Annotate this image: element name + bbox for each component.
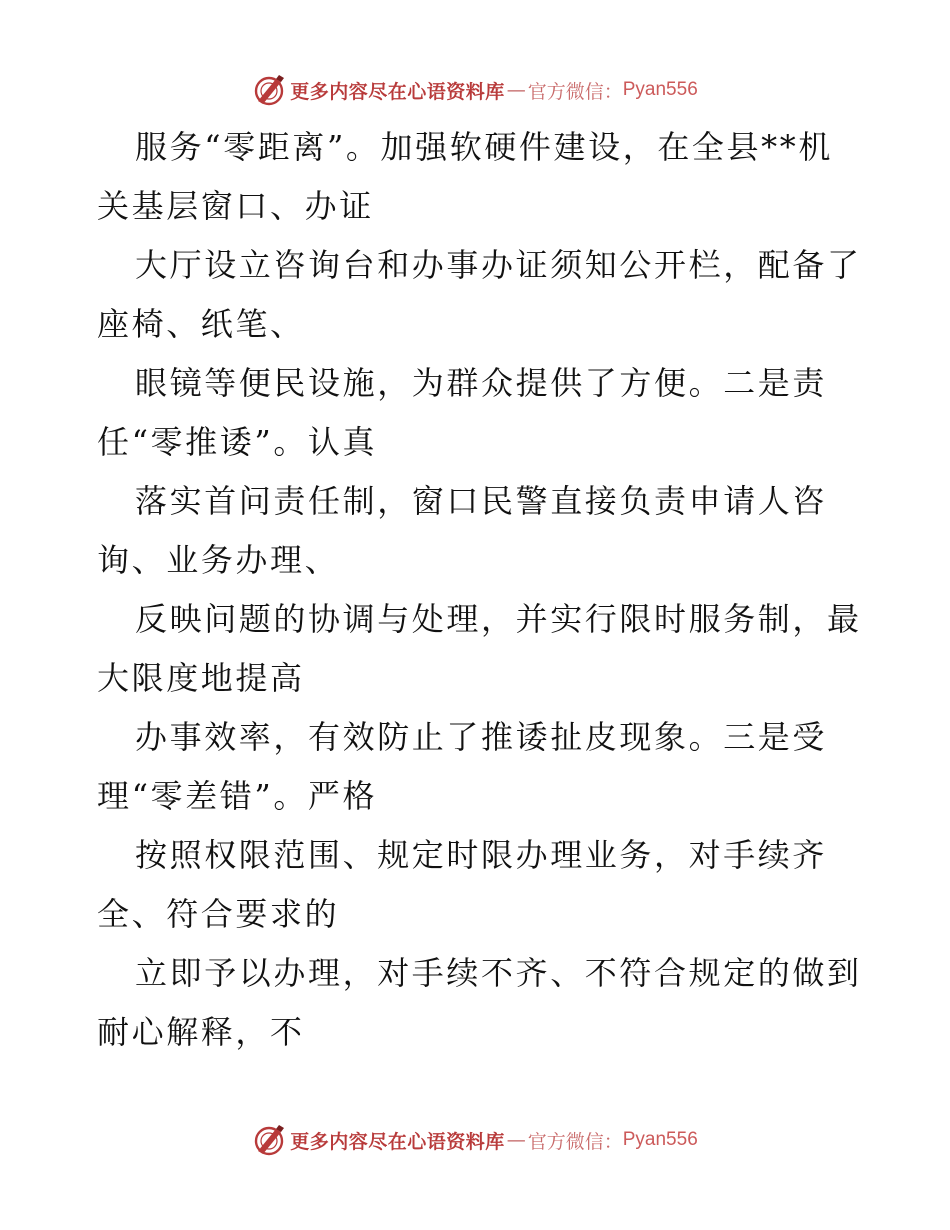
paragraph-first-line: 反映问题的协调与处理，并实行限时服务制，最	[135, 600, 862, 638]
paragraph	[97, 944, 862, 1062]
header-banner	[0, 70, 950, 110]
paragraph-continuation: 耐心解释，不	[97, 1013, 305, 1051]
paragraph	[97, 118, 857, 236]
paragraph-first-line: 眼镜等便民设施，为群众提供了方便。二是责	[135, 364, 828, 402]
banner-wechat-label: 官方微信：	[527, 1130, 623, 1153]
paragraph-continuation: 大限度地提高	[97, 659, 305, 697]
paragraph	[97, 590, 862, 708]
footer-banner	[0, 1120, 950, 1160]
banner-wechat-id: Pyan556	[622, 1129, 698, 1150]
paragraph-first-line: 大厅设立咨询台和办事办证须知公开栏，配备了	[135, 246, 862, 284]
paragraph-continuation: 任“零推诿”。认真	[97, 423, 378, 461]
paragraph-first-line: 立即予以办理，对手续不齐、不符合规定的做到	[135, 954, 862, 992]
banner-wechat-id: Pyan556	[622, 79, 698, 100]
paragraph	[97, 708, 857, 826]
pen-logo-icon	[252, 73, 286, 107]
paragraph-continuation: 关基层窗口、办证	[97, 187, 374, 225]
banner-dash: —	[506, 1129, 526, 1151]
banner-main-text: 更多内容尽在心语资料库	[290, 1130, 505, 1153]
paragraph	[97, 354, 857, 472]
paragraph-continuation: 询、业务办理、	[97, 541, 340, 579]
paragraph-first-line: 办事效率，有效防止了推诿扯皮现象。三是受	[135, 718, 828, 756]
paragraph-continuation: 全、符合要求的	[97, 895, 340, 933]
paragraph	[97, 472, 857, 590]
paragraph-first-line: 服务“零距离”。加强软硬件建设，在全县**机	[135, 128, 833, 166]
paragraph-continuation: 座椅、纸笔、	[97, 305, 305, 343]
paragraph	[97, 826, 857, 944]
paragraph	[97, 236, 862, 354]
paragraph-first-line: 落实首问责任制，窗口民警直接负责申请人咨	[135, 482, 828, 520]
banner-dash: —	[506, 79, 526, 101]
document-body	[97, 118, 862, 1062]
paragraph-continuation: 理“零差错”。严格	[97, 777, 378, 815]
banner-main-text: 更多内容尽在心语资料库	[290, 80, 505, 103]
pen-logo-icon	[252, 1123, 286, 1157]
banner-wechat-label: 官方微信：	[527, 80, 623, 103]
paragraph-first-line: 按照权限范围、规定时限办理业务，对手续齐	[135, 836, 828, 874]
